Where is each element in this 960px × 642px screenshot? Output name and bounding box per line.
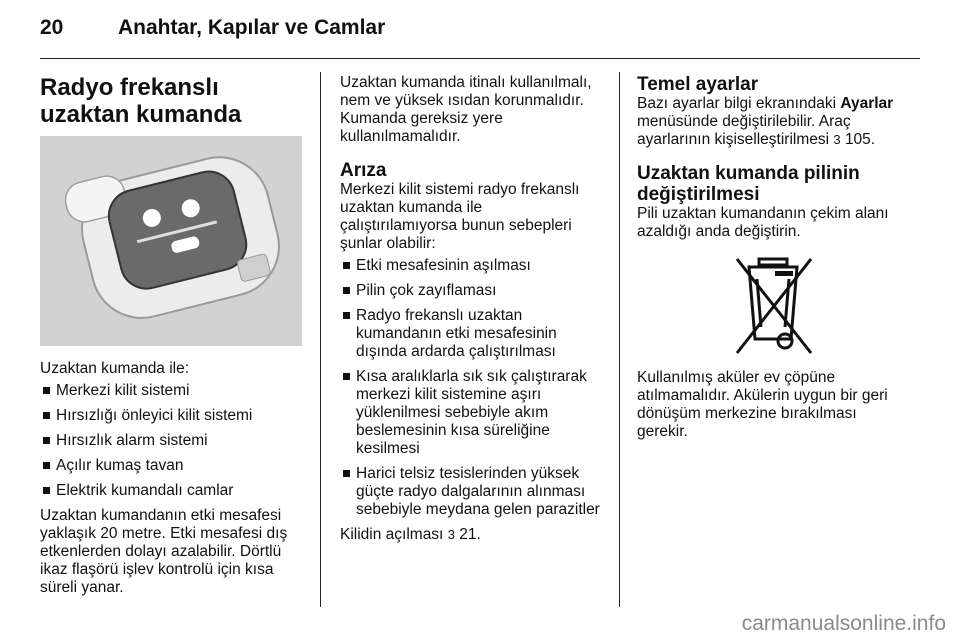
fault-cause-list — [340, 257, 602, 519]
basic-settings-page[interactable]: 105. — [844, 131, 876, 148]
battery-paragraph: Pili uzaktan kumandanın çekim alanı azaldığı anda değiştirin. — [637, 205, 889, 240]
page-number: 20 — [40, 16, 64, 39]
list-item: Hırsızlık alarm sistemi — [40, 432, 308, 450]
chapter-title: Anahtar, Kapılar ve Camlar — [118, 16, 386, 39]
list-item: Kısa aralıklarla sık sık çalıştırarak merkezi kilit sistemine aşırı yüklenilmesi sebebiyle akım beslemesinin kısa süreliğine kesilmesi — [340, 368, 602, 458]
list-item: Merkezi kilit sistemi — [40, 382, 308, 400]
section-heading-fault: Arıza — [340, 160, 387, 181]
column-divider-1 — [320, 72, 321, 607]
basic-settings-text: Bazı ayarlar bilgi ekranındaki — [637, 95, 837, 112]
list-item: Açılır kumaş tavan — [40, 457, 308, 475]
column-3 — [637, 74, 905, 441]
list-item: Hırsızlığı önleyici kilit sistemi — [40, 407, 308, 425]
list-item: Etki mesafesinin aşılması — [340, 257, 602, 275]
basic-settings-text-2: menüsünde değiştirilebilir. Araç ayarlarının kişiselleştirilmesi — [637, 113, 851, 148]
list-item: Radyo frekanslı uzaktan kumandanın etki mesafesinin dışında ardarda çalıştırılması — [340, 307, 602, 361]
page-header — [40, 16, 920, 50]
page-reference-icon: 3 — [447, 527, 455, 542]
page-reference-icon: 3 — [833, 132, 841, 147]
remote-intro: Uzaktan kumanda ile: — [40, 360, 190, 377]
remote-function-list — [40, 382, 308, 500]
fault-paragraph: Merkezi kilit sistemi radyo frekanslı uzaktan kumanda ile çalıştırılamıyorsa bunun sebepleri şunlar olabilir: — [340, 181, 580, 252]
column-divider-2 — [619, 72, 620, 607]
header-rule — [40, 58, 920, 59]
unlock-reference-page[interactable]: 21. — [459, 526, 481, 543]
care-paragraph: Uzaktan kumanda itinalı kullanılmalı, nem ve yüksek ısıdan korunmalıdır. Kumanda gereksiz yere kullanılmamalıdır. — [340, 74, 592, 145]
range-paragraph: Uzaktan kumandanın etki mesafesi yaklaşık 20 metre. Etki mesafesi dış etkenlerden dolayı azalabilir. Dörtlü ikaz flaşörü işlev kontrolü için kısa süreli yanar. — [40, 507, 288, 596]
unlock-reference — [340, 526, 602, 544]
list-item: Pilin çok zayıflaması — [340, 282, 602, 300]
list-item: Harici telsiz tesislerinden yüksek güçte radyo dalgalarının alınması sebebiyle meydana gelen parazitler — [340, 465, 602, 519]
settings-menu-name: Ayarlar — [840, 95, 894, 112]
basic-settings-paragraph — [637, 95, 905, 149]
column-1 — [40, 74, 308, 597]
disposal-paragraph: Kullanılmış aküler ev çöpüne atılmamalıdır. Akülerin uygun bir geri dönüşüm merkezine bırakılması gerekir. — [637, 369, 888, 440]
crossed-out-wheelie-bin-icon — [715, 249, 835, 359]
watermark: carmanualsonline.info — [741, 612, 946, 635]
car-key-remote-icon — [40, 136, 302, 346]
list-item: Elektrik kumandalı camlar — [40, 482, 308, 500]
section-heading-battery: Uzaktan kumanda pilinin değiştirilmesi — [637, 163, 860, 205]
section-heading-remote: Radyo frekanslı uzaktan kumanda — [40, 74, 242, 128]
unlock-reference-text: Kilidin açılması — [340, 526, 444, 543]
section-heading-basic-settings: Temel ayarlar — [637, 74, 759, 95]
column-2 — [340, 74, 602, 544]
